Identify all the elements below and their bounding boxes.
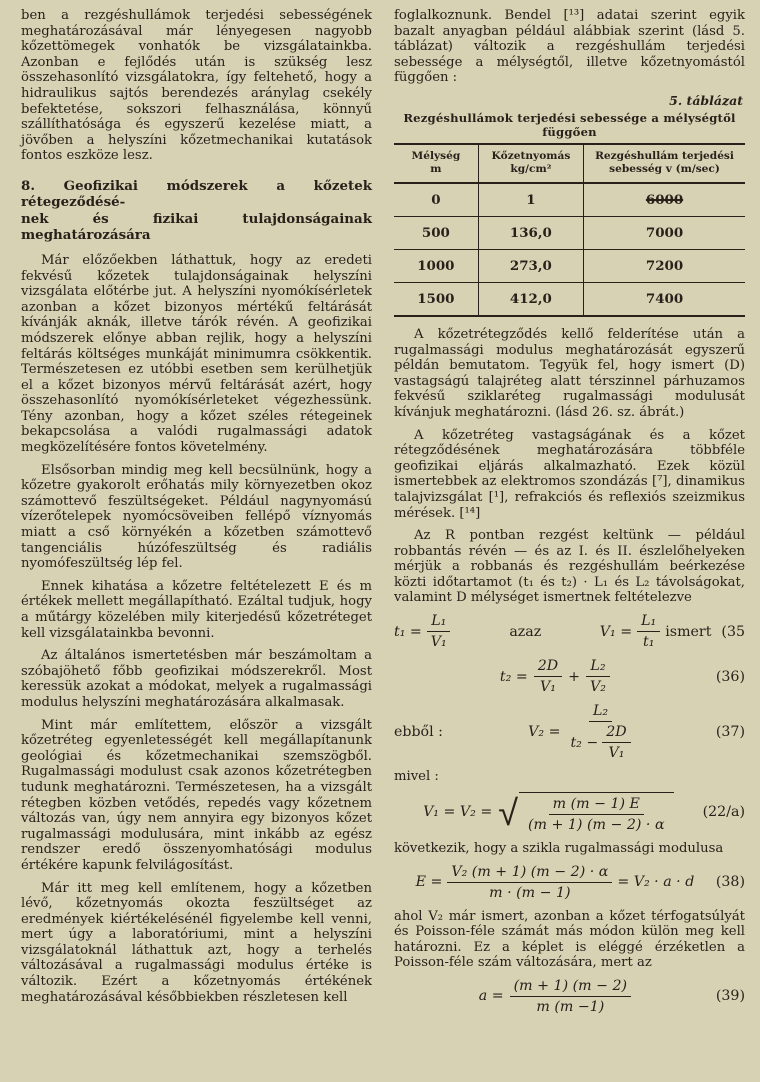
table-header-velocity: Rezgéshullám terjedési sebesség v (m/sec) — [584, 144, 745, 183]
table-header-row — [394, 144, 745, 183]
table-cell: 500 — [394, 216, 478, 249]
data-table — [394, 143, 745, 317]
left-column — [21, 8, 372, 1082]
equation-36: t₂ = $\frac{2D}{\text{V₁}}$ + $\frac{\text{L₂}}{\text{V₂}}$ (36) — [499, 658, 745, 696]
fraction: $\frac{\text{L₁}}{\text{t₁}}$ — [637, 613, 660, 651]
table-cell: 1500 — [394, 282, 478, 316]
table-cell: 7400 — [645, 290, 684, 307]
paragraph-continuation: ben a rezgéshullámok terjedési sebességének meghatározásával már lényegesen nagyobb kőzettömegek vonhatók be vizsgálatainkba. Azonban e fejlődés után is szükség lesz összehasonlító vizsgálatokra, így feltehető, hogy a hidraulikus sajtós berendezés aránylag csekély befektetése, sokszori felhasználása, könnyű szállíthatósága és egyszerű kezelése miatt, a jövőben a helyszíni kőzetmechanikai kutatások fontos eszköze lesz. — [21, 8, 372, 164]
paragraph-continuation: foglalkoznunk. Bendel [¹³] adatai szerint egyik bazalt anyagban például alábbiak szerint (lásd 5. táblázat) változik a rezgéshullám terjedési sebessége a mélységtől, illetve kőzetnyomástól függően : — [394, 8, 745, 86]
equation-39: a = $\frac{(m + 1) (m - 2)}{m (m -1)}$ (39) — [478, 977, 745, 1015]
paragraph: Az általános ismertetésben már beszámoltam a szóbajöhető főbb geofizikai módszerekről. Most keressük azokat a módokat, melyek a rugalmassági modulus helyszíni meghatározására alkalmasak. — [21, 648, 372, 710]
equation-number: (39) — [715, 988, 745, 1005]
fraction: $\frac{\text{L₁}}{\text{V₁}}$ — [427, 613, 451, 651]
table-header-depth: Mélység m — [394, 144, 478, 183]
equation-35 — [394, 613, 745, 651]
table-row — [394, 249, 745, 282]
paragraph: A kőzetrétegződés kellő felderítése után a rugalmassági modulus meghatározását egyszerű példán bemutatom. Tegyük fel, hogy ismert (D) vastagságú talajréteg alatt térszinnel párhuzamos fekvésű sziklaréteg rugalmassági modulusát kívánjuk meghatározni. (lásd 26. sz. ábrát.) — [394, 326, 745, 420]
section-heading — [21, 178, 372, 244]
fraction: $\frac{m (m - 1) E}{(m + 1) (m - 2) \cdot \alpha}$ — [528, 795, 665, 833]
paragraph: Már előzőekben láthattuk, hogy az eredeti fekvésű kőzetek tulajdonságainak helyszíni vizsgálata előtérbe jut. A helyszíni nyomókísérletek azonban a kőzet bizonyos mértékű feltárását kívánják aknák, illetve tárók révén. A geofizikai módszerek előnye abban rejlik, hogy a helyszíni feltárás költséges munkáját minimumra csökkentik. Természetesen ez utóbbi esetben sem kerülhetjük el a kőzet bizonyos mérvű feltárását azért, hogy összehasonlító nyomókísérleteket végezhessünk. Tény azonban, hogy a kőzet széles rétegeinek bekapcsolása a valódi rugalmassági adatok megközelítésére fontos követelmény. — [21, 252, 372, 456]
table-cell-struck: 6000 — [584, 183, 745, 217]
equation-22a: V₁ = V₂ = √ $\frac{m (m - 1) E}{(m + 1) (m - 2) \cdot \alpha}$ (22/a) — [423, 792, 745, 834]
table-title: Rezgéshullámok terjedési sebessége a mélységtől függően — [403, 110, 736, 139]
equation-number: (37) — [715, 724, 745, 741]
heading-line-1: 8. Geofizikai módszerek a kőzetek rétegeződésé- — [21, 177, 372, 211]
equation-number: (38) — [715, 874, 745, 891]
eq35-azaz: azaz — [509, 623, 542, 640]
eq35-right: V₁ = $\frac{\text{L₁}}{\text{t₁}}$ ismert — [599, 613, 712, 651]
fraction: $\frac{\text{L₂}}{\text{V₂}}$ — [586, 658, 610, 696]
table-cell: 1000 — [394, 249, 478, 282]
eq35-left: t₁ = $\frac{\text{L₁}}{\text{V₁}}$ — [394, 613, 451, 651]
paragraph: Elsősorban mindig meg kell becsülnünk, hogy a kőzetre gyakorolt erőhatás mily környezetben okoz számottevő feszültségeket. Például nagynyomású vízerőtelepek nyomócsöveiben fellépő víznyomás miatt a cső környékén a kőzetben számottevő tangenciális húzófeszültség és radiális nyomófeszültség lép fel. — [21, 462, 372, 572]
heading-line-2: nek és fizikai tulajdonságainak meghatározására — [21, 210, 372, 244]
paragraph: A kőzetréteg vastagságának és a kőzet rétegződésének meghatározására többféle geofizikai eljárás alkalmazható. Ezek közül ismertebbek az elektromos szondázás [⁷], dinamikus talajvizsgálat [¹], refrakciós és reflexiós szeizmikus mérések. [¹⁴] — [394, 427, 745, 521]
table-cell: 0 — [394, 183, 478, 217]
paragraph: következik, hogy a szikla rugalmassági modulusa — [394, 840, 724, 856]
radical-sign: √ — [498, 792, 518, 834]
paragraph: Az R pontban rezgést keltünk — például robbantás révén — és az I. és II. észlelőhelyeken mérjük a robbanás és rezgéshullám beérkezése közti időtartamot (t₁ és t₂) · L₁ és L₂ távolságokat, valamint D mélységet ismertnek feltételezve — [394, 528, 745, 606]
table-cell: 136,0 — [478, 216, 583, 249]
paragraph: Ennek kihatása a kőzetre feltételezett E és m értékek mellett megállapítható. Ezáltal tudjuk, hogy a műtárgy közelében mily kiterjedésű kőzetréteget kell vizsgálatainkba bevonni. — [21, 578, 372, 641]
equation-number: (35 — [721, 623, 745, 640]
table-header-pressure: Kőzetnyomás kg/cm² — [478, 144, 583, 183]
table-cell: 7200 — [584, 249, 745, 282]
equation-37: ebből : V₂ = L₂ t₂ − $\frac{2D}{\text{V₁}}$ (37) — [394, 703, 745, 762]
table-row — [394, 183, 745, 217]
eq22a-intro: mivel : — [394, 769, 439, 785]
fraction: $\frac{\text{V₂ (m + 1) (m − 2) · α}}{m \cdot (m - 1)}$ — [447, 864, 612, 902]
fraction: $\frac{(m + 1) (m - 2)}{m (m -1)}$ — [510, 978, 631, 1016]
table-cell: 273,0 — [478, 249, 583, 282]
equation-number: (22/a) — [702, 804, 745, 821]
fraction: $\frac{2D}{\text{V₁}}$ — [534, 658, 562, 696]
right-column — [394, 8, 745, 1082]
table-caption: 5. táblázat — [669, 92, 743, 108]
eq37-intro: ebből : — [394, 724, 443, 741]
equation-number: (36) — [715, 668, 745, 685]
paragraph: ahol V₂ már ismert, azonban a kőzet térfogatsúlyát és Poisson-féle számát más módon külön meg kell határozni. Ez a képlet is eléggé érzéketlen a Poisson-féle szám változására, mert az — [394, 908, 745, 971]
table-cell: 1 — [478, 183, 583, 217]
table-row — [394, 216, 745, 249]
table-cell: 412,0 — [478, 282, 583, 316]
paragraph: Már itt meg kell említenem, hogy a kőzetben lévő, kőzetnyomás okozta feszültséget az eredmények kiértékelésénél figyelembe kell venni, mert úgy a laboratóriumi, mint a helyszíni vizsgálatoknál láthattuk azt, hogy a terhelés változásával a rugalmassági modulus értéke is változik. Ezért a kőzetnyomás értékének meghatározásával későbbiekben részletesen kell — [21, 880, 372, 1005]
table-row — [394, 282, 745, 316]
table-cell: 7000 — [584, 216, 745, 249]
fraction: L₂ t₂ − $\frac{2D}{\text{V₁}}$ — [566, 703, 634, 762]
equation-38: E = $\frac{\text{V₂ (m + 1) (m − 2) · α}}{m \cdot (m - 1)}$ = V₂ · a · d (38) — [415, 863, 745, 901]
paragraph: Mint már említettem, először a vizsgált kőzetréteg egyenletességét kell megállapítanunk geológiai és kőzetmechanikai szemszögből. Rugalmassági modulust csak azonos kőzetrétegben tudunk meghatározni. Természetesen, ha a vizsgált rétegben közben vetődés, repedés vagy kőzetnem változás van, úgy nem annyira egy bizonyos kőzet rugalmassági modulusára, mint inkább az egész rendszer eredő összenyomhatósági modulus értékére kapunk felvilágosítást. — [21, 717, 372, 873]
fraction-nested: $\frac{2D}{\text{V₁}}$ — [602, 724, 630, 762]
